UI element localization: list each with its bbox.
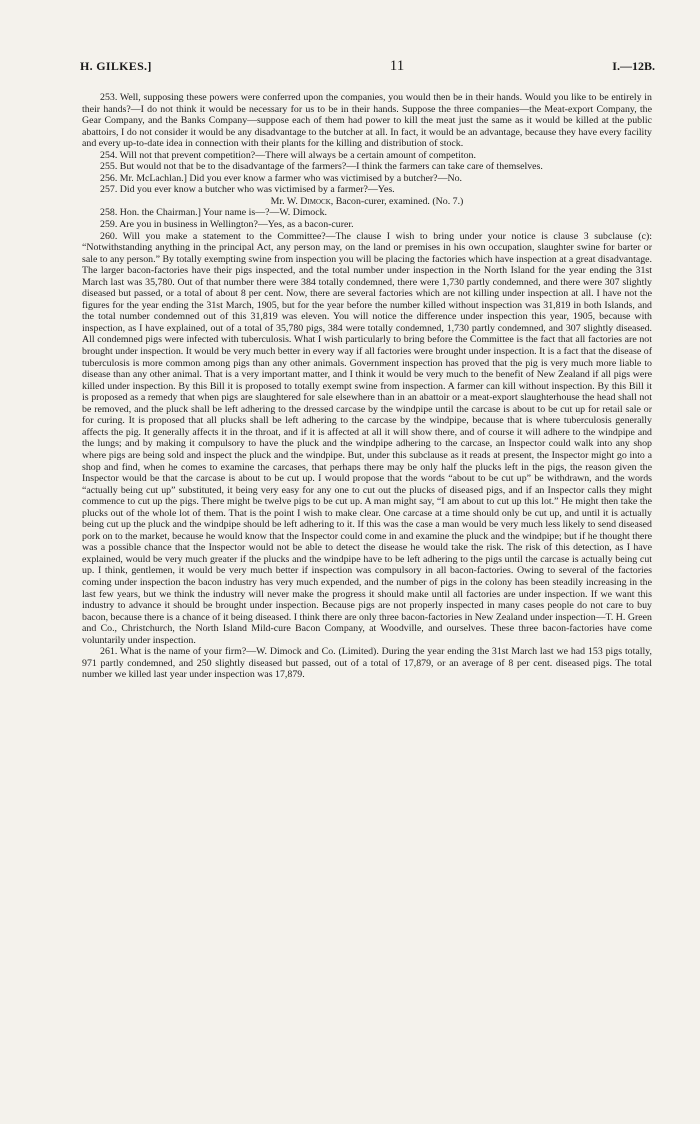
witness-heading-name: Dimock	[300, 195, 331, 207]
paragraph-258: 258. Hon. the Chairman.] Your name is—?—W. Dimock.	[100, 207, 328, 219]
paragraph-256: 256. Mr. McLachlan.] Did you ever know a farmer who was victimised by a butcher?—No.	[100, 172, 462, 184]
witness-heading-suffix: , Bacon-curer, examined. (No. 7.)	[330, 195, 464, 207]
paragraph-254: 254. Will not that prevent competition?—There will always be a certain amount of competiton.	[100, 149, 476, 161]
paragraph-259: 259. Are you in business in Wellington?—Yes, as a bacon-curer.	[100, 219, 354, 231]
paragraph-257: 257. Did you ever know a butcher who was victimised by a farmer?—Yes.	[100, 184, 395, 196]
header-witness: H. GILKES.]	[80, 59, 152, 73]
document-reference: I.—12B.	[612, 59, 655, 73]
paragraph-260: 260. Will you make a statement to the Committee?—The clause I wish to bring under your notice is clause 3 subclause (c): “Notwithstanding anything in the principal Act, any person may, on the land or premises in his own occupation, slaughter swine for barter or sale to any person.” By totally exempting swine from inspection you will be placing the factories which have inspection at a great disadvantage. The larger bacon-factories have their pigs inspected, and the total number under inspection in the North Island for the year ending the 31st March last was 35,780. Out of that number there were 384 totally condemned, there were 1,730 partly condemned, and there were 307 slightly diseased but passed, or a total of about 8 per cent. Now, there are several factories which are not killing under inspection at all. I have not the figures for the year ending the 31st March, 1905, but for the year before the number killed without inspection was 31,819 in both Islands, and the total number condemned out of this 31,819 was eleven. You will notice the difference under inspection this year, 1905, because with inspection, as I have explained, out of a total of 35,780 pigs, 384 were totally condemned, 1,730 partly condemned, and 307 slightly diseased. All condemned pigs were infected with tuberculosis. What I wish particularly to bring before the Committee is the fact that all factories are not brought under inspection. It would be very much better in every way if all factories were brought under inspection. It is a fact that the disease of tuberculosis is more common among pigs than any other animals. Government inspection has proved that the pig is very much more liable to disease than any other animal. That is a very important matter, and I think it would be very much to the benefit of New Zealand if all pigs were killed under inspection. By this Bill it is proposed to totally exempt swine from inspection. A farmer can kill without inspection. By this Bill it is proposed as a remedy that when pigs are slaughtered for sale elsewhere than in an abattoir or a meat-export slaughterhouse the head shall not be removed, and the pluck shall be left adhering to the dressed carcase by the windpipe until the carcase is about to be cut up for retail sale or for curing. It is proposed that all plucks shall be left adhering to the carcase by the windpipe, because that is where tuberculosis generally affects the pig. It generally affects it in the throat, and if it is affected at all it will show there, and of course it will adhere to the windpipe and the lungs; and by making it compulsory to have the pluck and the windpipe adhering to the carcase, an Inspector could walk into any shop where pigs are being sold and inspect the pluck and the windpipe. But, under this subclause as it reads at present, the Inspector might go into a shop and find, when he comes to examine the carcases, that perhaps there may be only half the plucks left in the pigs, the reason given the Inspector would be that the carcase is about to be cut up. I would propose that the words “about to be cut up” be withdrawn, and the words “actually being cut up” substituted, it being very easy for any one to cut out the plucks of diseased pigs, and if an Inspector calls they might commence to cut up the pigs. There might be twelve pigs to be cut up. A man might say, “I am about to cut up this lot.” He might then take the plucks out of the whole lot of them. That is the point I wish to make clear. One carcase at a time should only be cut up, and until it is actually being cut up the pluck and the windpipe should be left adhering to it. If this was the case a man would be very much less likely to send diseased pork on to the market, because he would know that the Inspector could come in and examine the pluck and the windpipe; but if he thought there was a possible chance that the Inspector would not be able to detect the disease he would take the risk. The risk of this detection, as I have explained, would be very much greater if the plucks and the windpipe have to be left adhering to the pigs until the carcase is actually being cut up. I think, gentlemen, it would be very much better if inspection was compulsory in all bacon-factories. Owing to several of the factories coming under inspection the bacon industry has very much expended, and the number of pigs in the colony has been steadily increasing in the last few years, but we think the industry will never make the progress it should make until all factories are under inspection. If we want this industry to advance it should be brought under inspection. Because pigs are not properly inspected in many cases people do not care to buy bacon, because there is a chance of it being diseased. I think there are only three bacon-factories in New Zealand under inspection—T. H. Green and Co., Christchurch, the North Island Mild-cure Bacon Company, at Woodville, and ourselves. These three bacon-factories have come voluntarily under inspection.	[82, 230, 652, 646]
page-header	[80, 58, 655, 75]
paragraph-255: 255. But would not that be to the disadvantage of the farmers?—I think the farmers can take care of themselves.	[100, 161, 543, 173]
witness-heading-prefix: Mr. W.	[270, 195, 298, 207]
paragraph-261: 261. What is the name of your firm?—W. Dimock and Co. (Limited). During the year ending the 31st March last we had 153 pigs totally, 971 partly condemned, and 250 slightly diseased but passed, out of a total of 17,879, or an average of 8 per cent. diseased pigs. The total number we killed last year under inspection was 17,879.	[82, 646, 652, 681]
page-body	[82, 92, 652, 681]
witness-heading	[82, 196, 652, 208]
paragraph-253: 253. Well, supposing these powers were conferred upon the companies, you would then be in their hands. Would you like to be entirely in their hands?—I do not think it would be necessary for us to be in their hands. Suppose the three companies—the Meat-export Company, the Gear Company, and the Banks Company—suppose each of them had power to kill the meat just the same as it would be killed at the public abattoirs, I do not consider it would be any disadvantage to the butcher at all. In fact, it would be an advantage, because they have every facility and every up-to-date idea in connection with their plants for the killing and distribution of stock.	[82, 92, 652, 150]
page-number: 11	[389, 58, 405, 74]
